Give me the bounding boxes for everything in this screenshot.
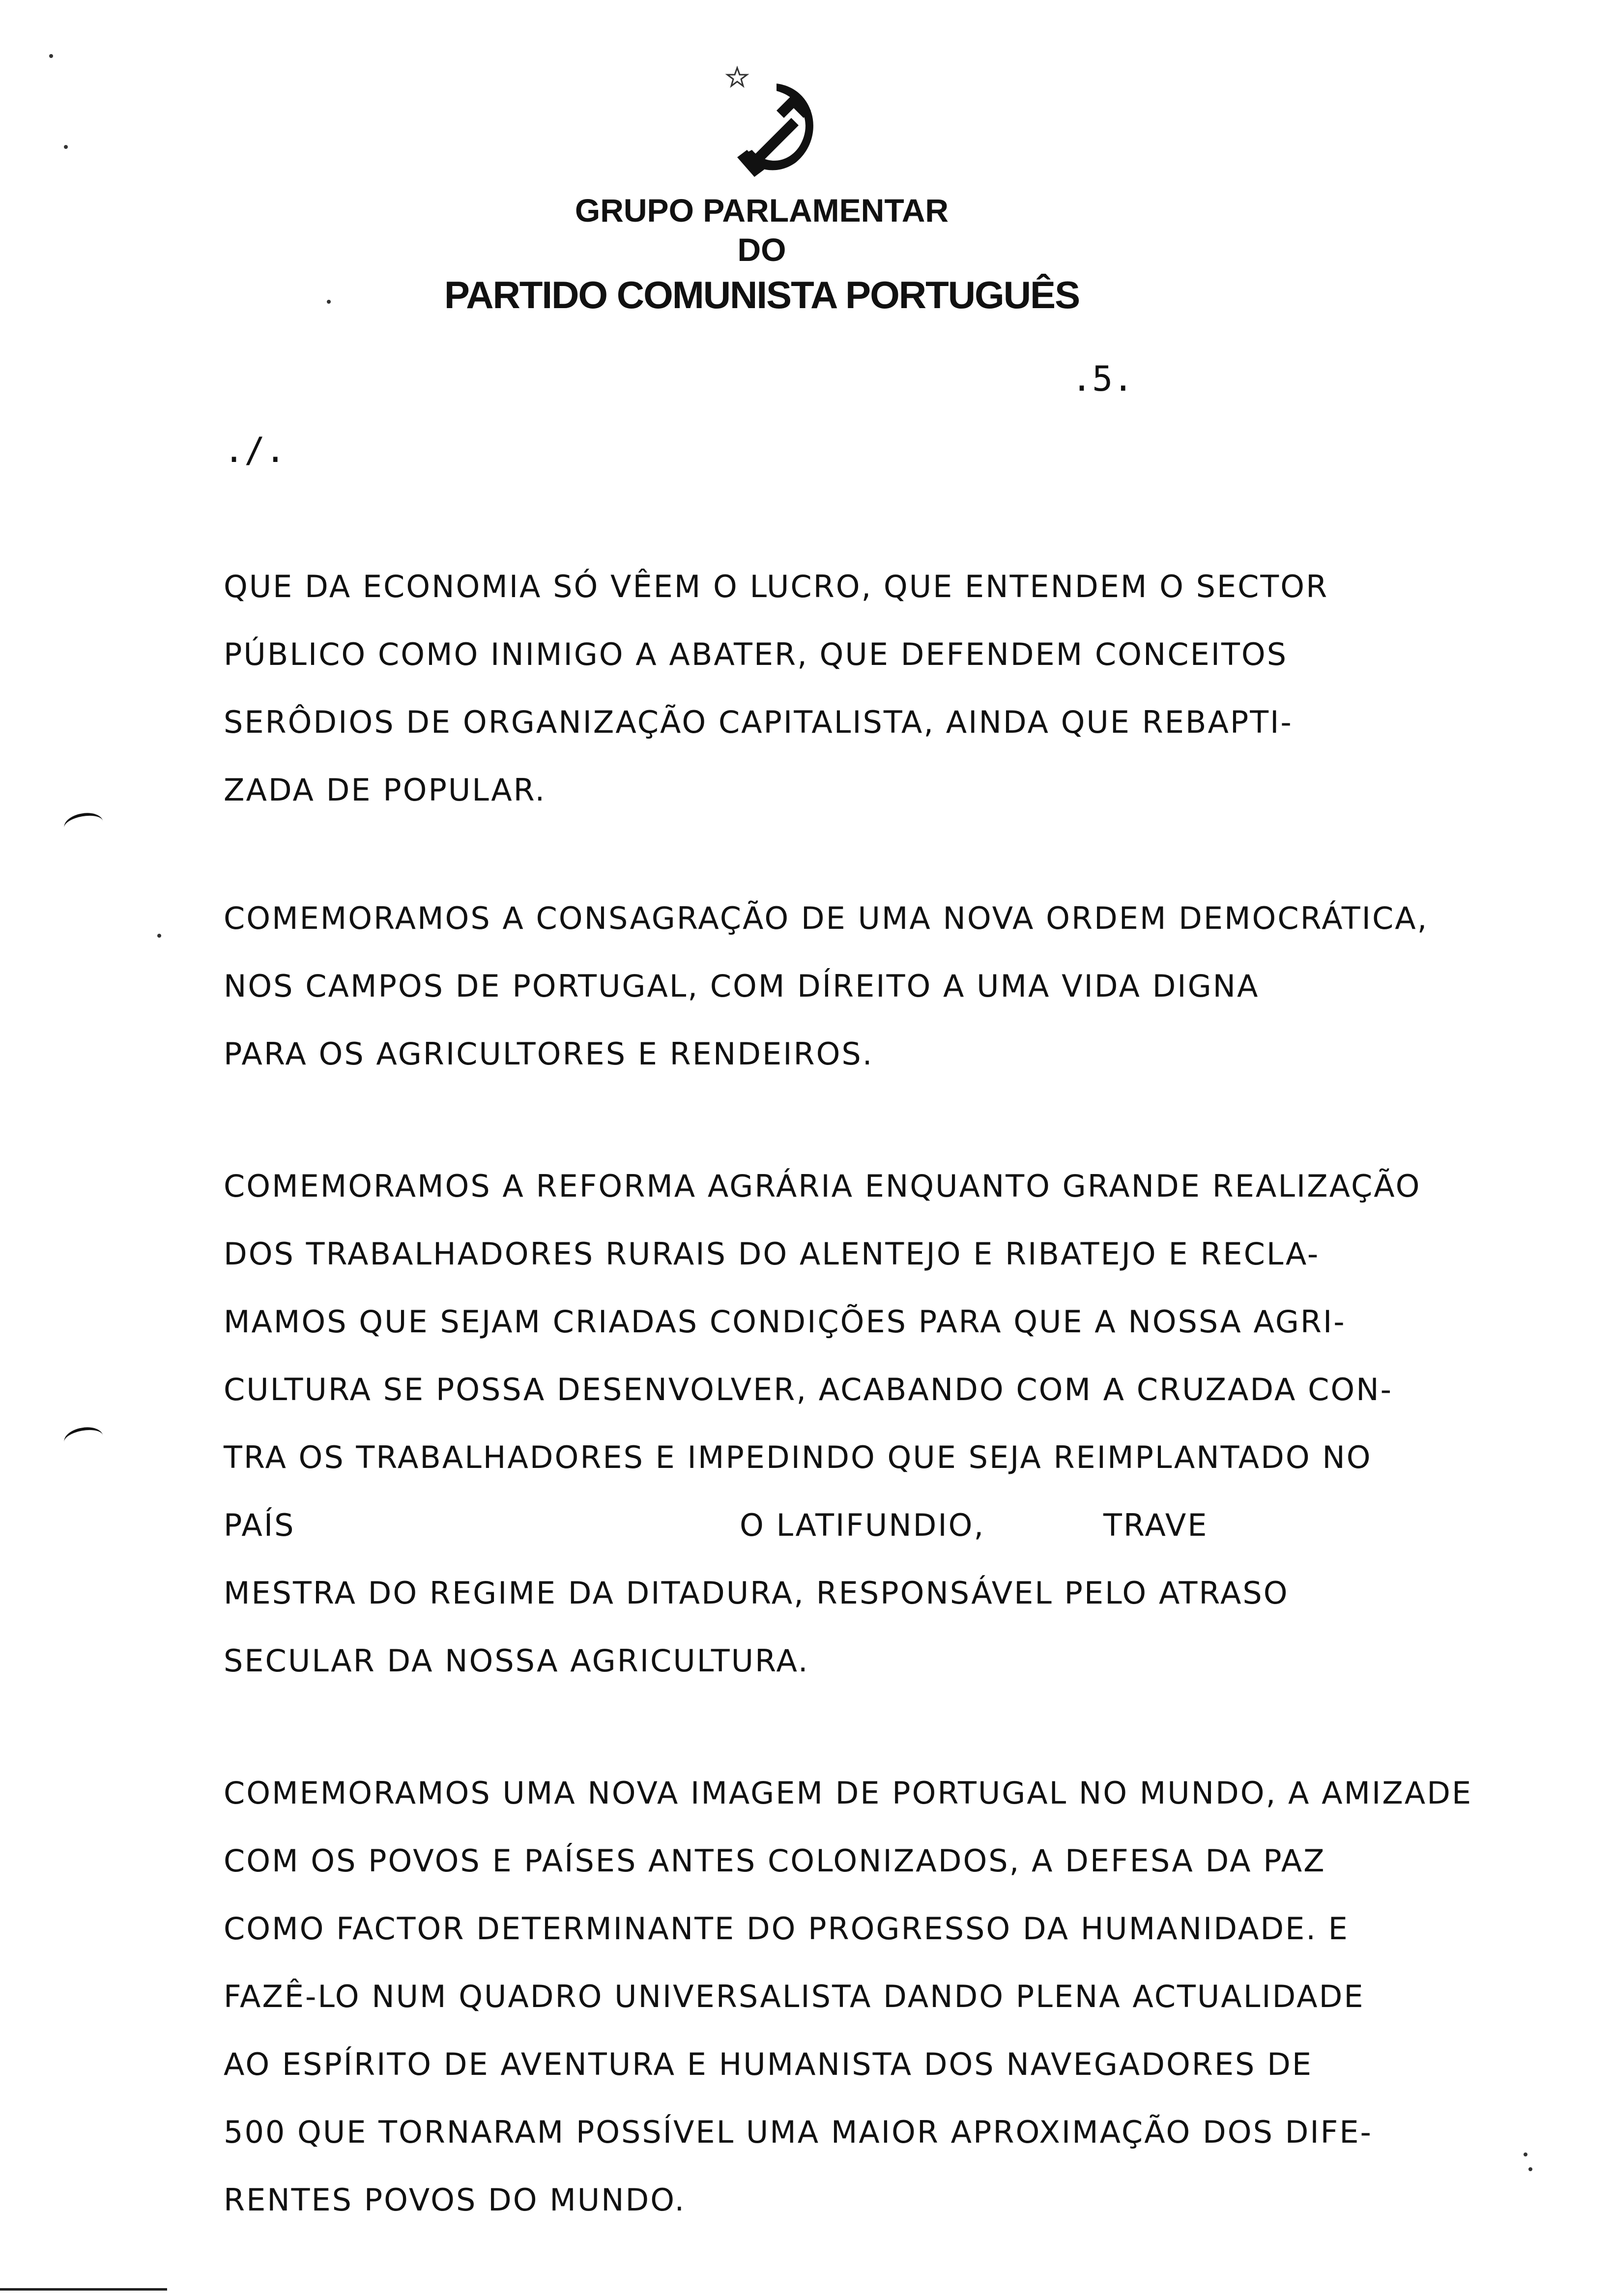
text-line: QUE DA ECONOMIA SÓ VÊEM O LUCRO, QUE ENTENDEM O SECTOR (224, 569, 1329, 604)
header-connector: DO (737, 231, 786, 268)
text-line: COMEMORAMOS UMA NOVA IMAGEM DE PORTUGAL NO MUNDO, A AMIZADE (224, 1775, 1473, 1811)
text-line: COMO FACTOR DETERMINANTE DO PROGRESSO DA HUMANIDADE. E (224, 1911, 1349, 1947)
text-line: SECULAR DA NOSSA AGRICULTURA. (224, 1643, 809, 1679)
text-line: 500 QUE TORNARAM POSSÍVEL UMA MAIOR APROXIMAÇÃO DOS DIFE- (224, 2114, 1373, 2150)
scan-speck (1528, 2167, 1532, 2171)
margin-mark (62, 1424, 105, 1453)
text-line: MESTRA DO REGIME DA DITADURA, RESPONSÁVEL PELO ATRASO (224, 1575, 1289, 1611)
text-line: COM OS POVOS E PAÍSES ANTES COLONIZADOS, A DEFESA DA PAZ (224, 1843, 1326, 1879)
text-line: PÚBLICO COMO INIMIGO A ABATER, QUE DEFENDEM CONCEITOS (224, 636, 1288, 672)
text-line-with-gap (224, 1492, 1452, 1559)
hammer-sickle-star-icon (718, 64, 845, 182)
paragraph-3 (224, 1152, 1452, 1695)
text-line: TRA OS TRABALHADORES E IMPEDINDO QUE SEJA REIMPLANTADO NO (224, 1439, 1372, 1475)
header-party-name: PARTIDO COMUNISTA PORTUGUÊS (444, 273, 1080, 316)
paragraph-2 (224, 885, 1452, 1088)
paragraph-1 (224, 553, 1452, 824)
scan-speck (327, 300, 331, 304)
page-number: .5. (1071, 359, 1134, 399)
text-line: PARA OS AGRICULTORES E RENDEIROS. (224, 1036, 874, 1072)
continuation-mark: ./. (224, 430, 286, 470)
text-line: CULTURA SE POSSA DESENVOLVER, ACABANDO COM A CRUZADA CON- (224, 1372, 1393, 1407)
paragraph-4 (224, 1759, 1473, 2234)
text-line: NOS CAMPOS DE PORTUGAL, COM DÍREITO A UMA VIDA DIGNA (224, 968, 1260, 1004)
text-line: AO ESPÍRITO DE AVENTURA E HUMANISTA DOS NAVEGADORES DE (224, 2046, 1313, 2082)
text-line: SERÔDIOS DE ORGANIZAÇÃO CAPITALISTA, AINDA QUE REBAPTI- (224, 704, 1293, 740)
header-group-title: GRUPO PARLAMENTAR (575, 192, 949, 229)
text-line: FAZÊ-LO NUM QUADRO UNIVERSALISTA DANDO PLENA ACTUALIDADE (224, 1979, 1365, 2014)
text-line: COMEMORAMOS A REFORMA AGRÁRIA ENQUANTO GRANDE REALIZAÇÃO (224, 1168, 1421, 1204)
text-line: ZADA DE POPULAR. (224, 772, 547, 808)
gap-line-part-1: PAÍS (224, 1507, 295, 1543)
text-line: RENTES POVOS DO MUNDO. (224, 2182, 686, 2218)
text-line: DOS TRABALHADORES RURAIS DO ALENTEJO E RIBATEJO E RECLA- (224, 1236, 1320, 1272)
gap-line-part-2: O LATIFUNDIO, (740, 1507, 985, 1543)
scan-speck (49, 54, 53, 58)
bottom-rule (0, 2288, 167, 2291)
text-line: COMEMORAMOS A CONSAGRAÇÃO DE UMA NOVA ORDEM DEMOCRÁTICA, (224, 900, 1429, 936)
scan-speck (1524, 2152, 1527, 2156)
scan-speck (64, 145, 68, 149)
scan-speck (157, 934, 161, 938)
margin-mark (62, 810, 105, 839)
gap-line-part-3: TRAVE (1103, 1507, 1209, 1543)
text-line: MAMOS QUE SEJAM CRIADAS CONDIÇÕES PARA QUE A NOSSA AGRI- (224, 1304, 1346, 1340)
